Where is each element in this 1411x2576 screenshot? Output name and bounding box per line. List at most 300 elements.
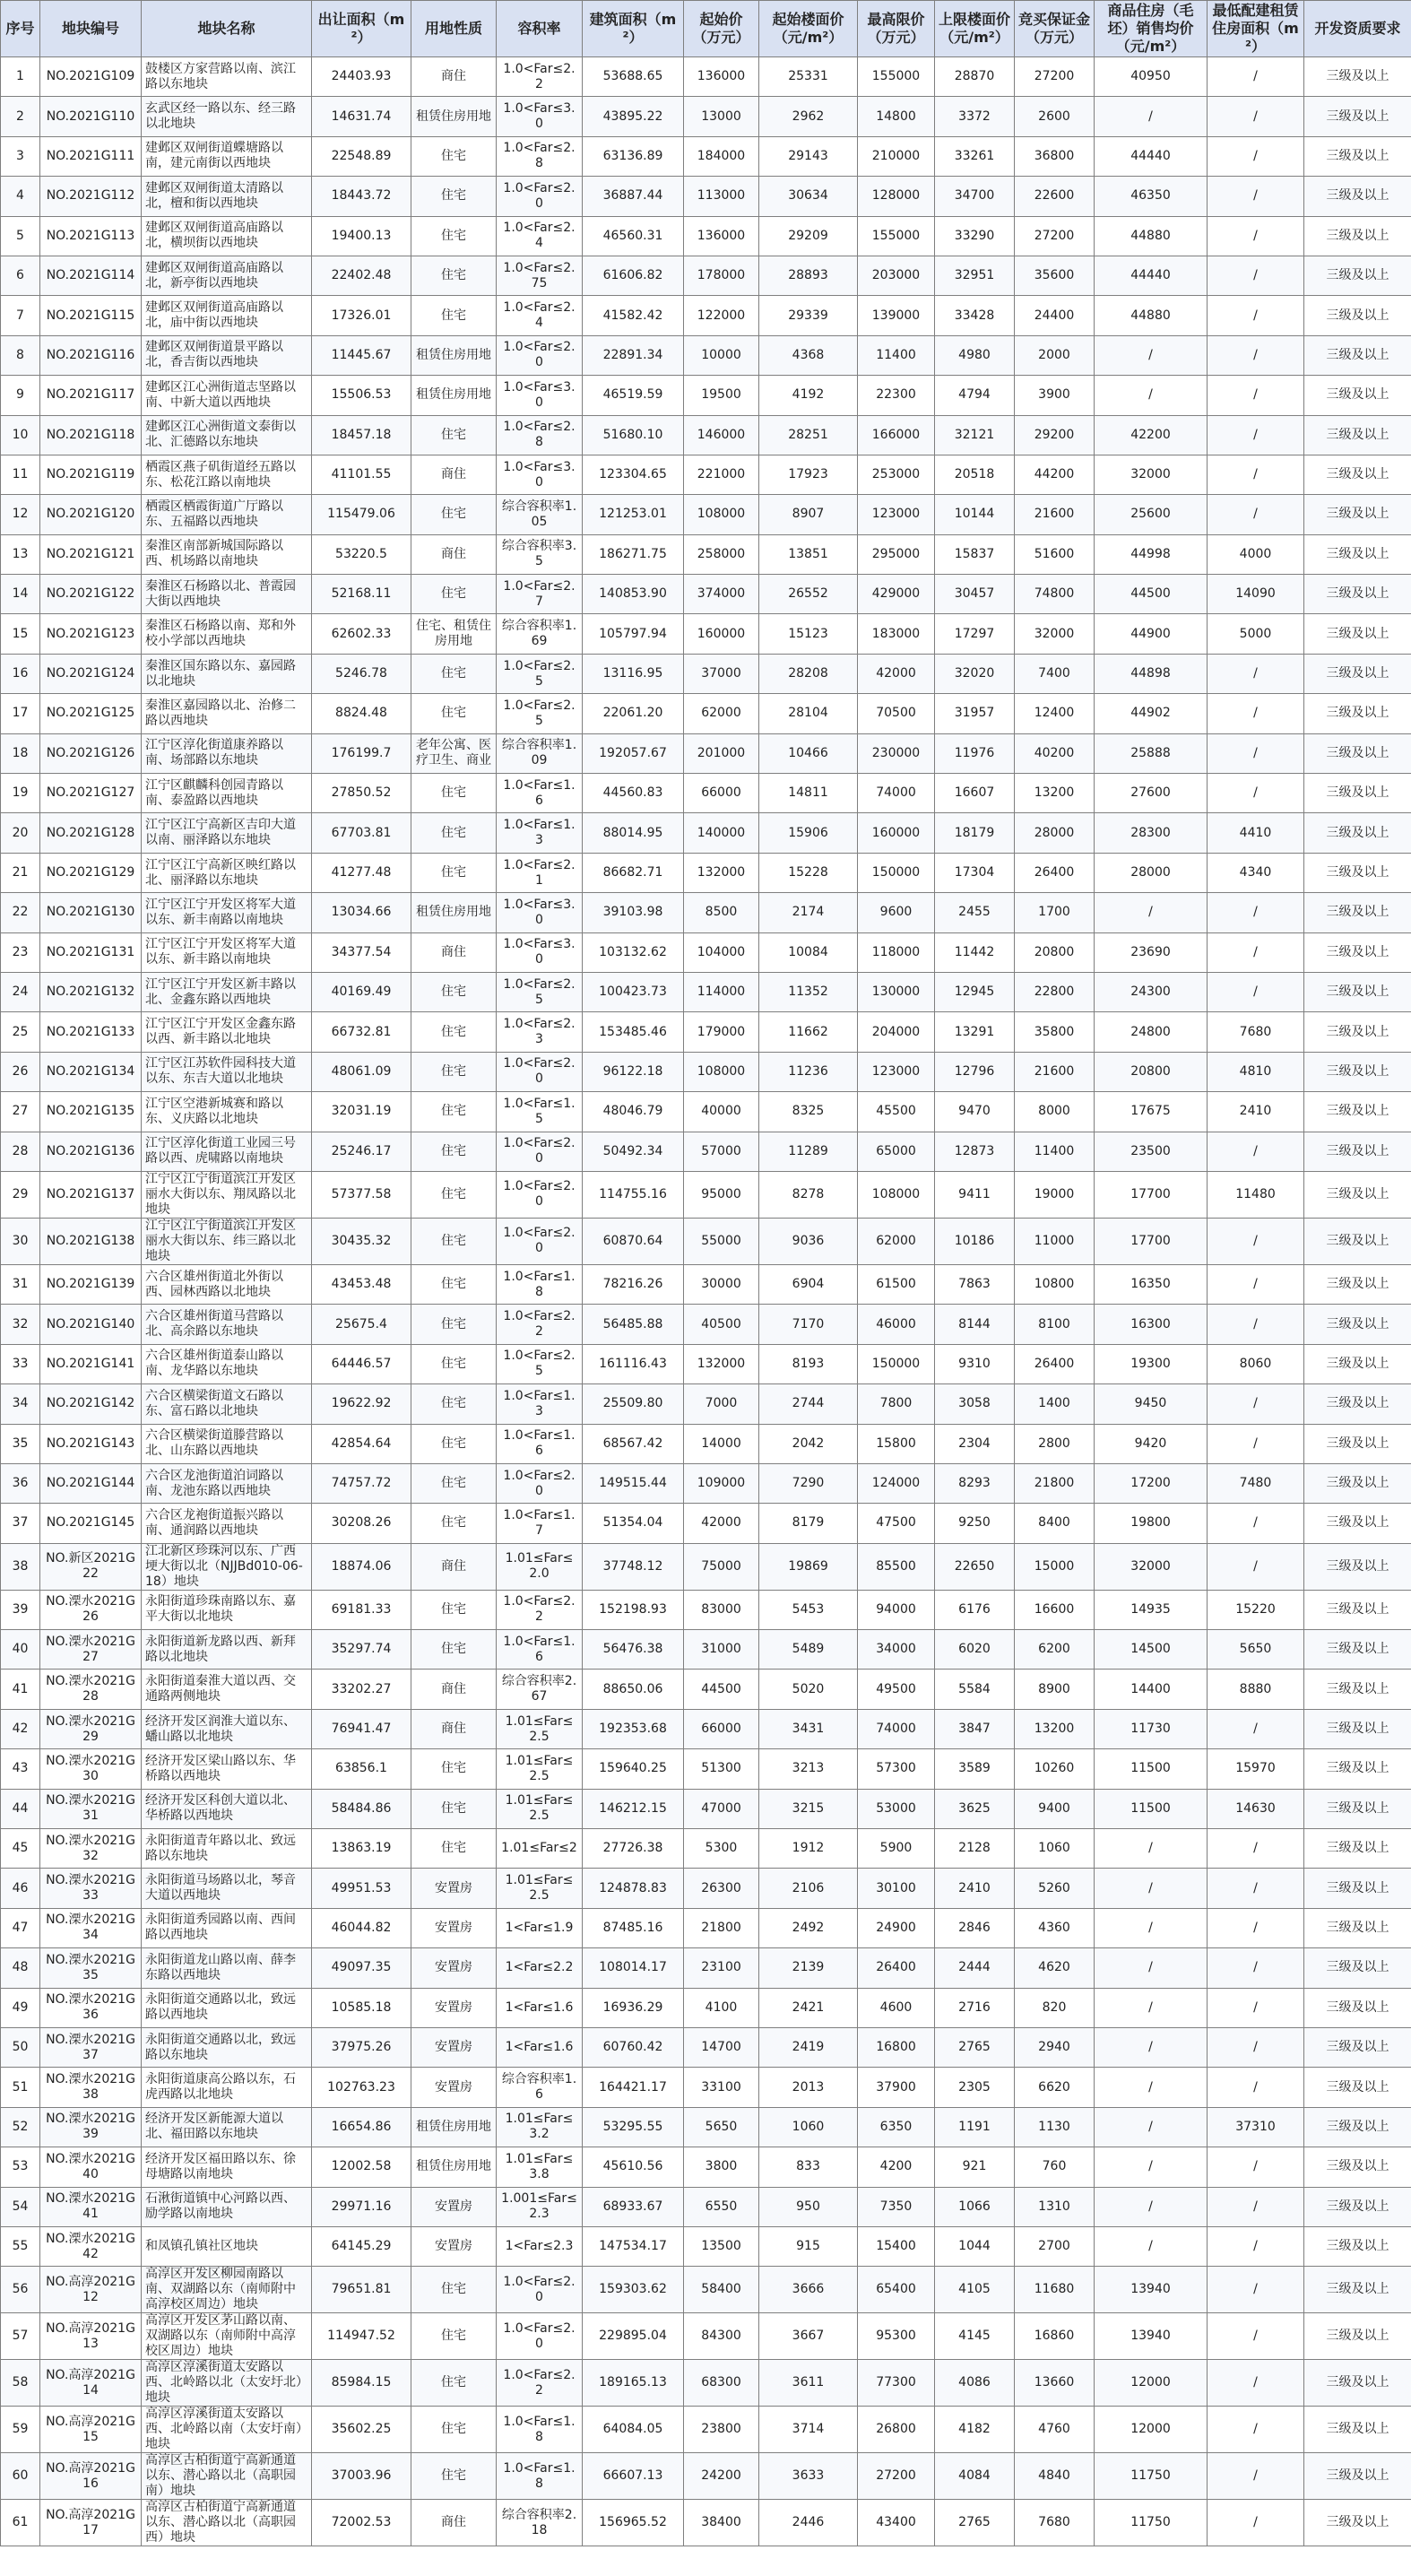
cell-rental-housing-area: /	[1208, 2027, 1304, 2067]
cell-bid-deposit: 13200	[1015, 1709, 1095, 1748]
cell-bid-deposit: 26400	[1015, 853, 1095, 892]
cell-rental-housing-area: 4410	[1208, 813, 1304, 853]
cell-max-price: 4600	[858, 1988, 935, 2027]
cell-parcel-id: NO.2021G137	[40, 1171, 142, 1218]
cell-row-number: 54	[1, 2187, 40, 2226]
cell-starting-price: 58400	[684, 2267, 759, 2313]
cell-starting-floor-price: 2419	[759, 2027, 858, 2067]
cell-row-number: 59	[1, 2407, 40, 2453]
cell-land-use: 住宅	[411, 2453, 497, 2500]
column-header-bid-deposit: 竞买保证金（万元）	[1015, 1, 1095, 57]
cell-qualification: 三级及以上	[1304, 654, 1411, 693]
cell-housing-avg-price: 11750	[1095, 2453, 1208, 2500]
cell-parcel-id: NO.2021G129	[40, 853, 142, 892]
cell-transfer-area: 13034.66	[312, 893, 411, 932]
cell-transfer-area: 42854.64	[312, 1424, 411, 1463]
cell-qualification: 三级及以上	[1304, 774, 1411, 813]
cell-max-floor-price: 2716	[935, 1988, 1015, 2027]
cell-row-number: 39	[1, 1590, 40, 1629]
cell-transfer-area: 64446.57	[312, 1344, 411, 1383]
cell-parcel-id: NO.溧水2021G38	[40, 2068, 142, 2107]
cell-parcel-name: 建邺区双闸街道高庙路以北，庙中街以西地块	[142, 296, 312, 335]
cell-housing-avg-price: 14400	[1095, 1670, 1208, 1709]
cell-row-number: 42	[1, 1709, 40, 1748]
cell-bid-deposit: 1060	[1015, 1829, 1095, 1869]
cell-transfer-area: 72002.53	[312, 2500, 411, 2546]
cell-parcel-name: 江宁区麒麟科创园青路以南、泰盈路以西地块	[142, 774, 312, 813]
cell-max-floor-price: 2455	[935, 893, 1015, 932]
table-row	[1, 1218, 1411, 1264]
cell-land-use: 住宅	[411, 1590, 497, 1629]
cell-parcel-name: 高淳区古柏街道宁高新通道以东、潜心路以北（高职园南）地块	[142, 2453, 312, 2500]
table-row	[1, 1869, 1411, 1908]
column-header-qualification: 开发资质要求	[1304, 1, 1411, 57]
cell-max-price: 124000	[858, 1463, 935, 1503]
table-row	[1, 1463, 1411, 1503]
cell-qualification: 三级及以上	[1304, 1344, 1411, 1383]
cell-housing-avg-price: 19800	[1095, 1504, 1208, 1543]
cell-bid-deposit: 4760	[1015, 2407, 1095, 2453]
cell-max-floor-price: 921	[935, 2147, 1015, 2187]
cell-rental-housing-area: /	[1208, 335, 1304, 375]
cell-parcel-name: 永阳街道马场路以北，琴音大道以西地块	[142, 1869, 312, 1908]
cell-land-use: 住宅	[411, 1264, 497, 1304]
cell-rental-housing-area: /	[1208, 733, 1304, 773]
cell-plot-ratio: 1.0<Far≤2.0	[497, 1218, 583, 1264]
cell-rental-housing-area: 11480	[1208, 1171, 1304, 1218]
cell-transfer-area: 41277.48	[312, 853, 411, 892]
table-row	[1, 1344, 1411, 1383]
cell-starting-floor-price: 17923	[759, 455, 858, 494]
cell-max-price: 85500	[858, 1543, 935, 1590]
cell-plot-ratio: 1.0<Far≤2.5	[497, 972, 583, 1011]
cell-row-number: 23	[1, 932, 40, 972]
table-row	[1, 1670, 1411, 1709]
cell-parcel-id: NO.2021G130	[40, 893, 142, 932]
cell-building-area: 96122.18	[583, 1052, 684, 1091]
table-row	[1, 2453, 1411, 2500]
cell-max-price: 123000	[858, 1052, 935, 1091]
cell-max-floor-price: 12945	[935, 972, 1015, 1011]
cell-max-floor-price: 6176	[935, 1590, 1015, 1629]
cell-land-use: 住宅	[411, 1171, 497, 1218]
cell-building-area: 56485.88	[583, 1305, 684, 1344]
cell-parcel-name: 永阳街道康高公路以东，石虎西路以北地块	[142, 2068, 312, 2107]
cell-qualification: 三级及以上	[1304, 495, 1411, 534]
cell-bid-deposit: 27200	[1015, 57, 1095, 97]
cell-starting-price: 30000	[684, 1264, 759, 1304]
cell-starting-floor-price: 1912	[759, 1829, 858, 1869]
cell-land-use: 住宅	[411, 1344, 497, 1383]
cell-max-price: 150000	[858, 853, 935, 892]
column-header-land-use: 用地性质	[411, 1, 497, 57]
cell-parcel-name: 永阳街道青年路以北、致远路以东地块	[142, 1829, 312, 1869]
cell-parcel-id: NO.2021G115	[40, 296, 142, 335]
cell-max-floor-price: 15837	[935, 534, 1015, 574]
cell-starting-floor-price: 3611	[759, 2360, 858, 2407]
cell-starting-floor-price: 28208	[759, 654, 858, 693]
cell-plot-ratio: 1.0<Far≤2.5	[497, 654, 583, 693]
cell-plot-ratio: 1.01≤Far≤3.2	[497, 2107, 583, 2147]
cell-max-price: 7800	[858, 1384, 935, 1424]
cell-plot-ratio: 1.0<Far≤2.0	[497, 335, 583, 375]
cell-qualification: 三级及以上	[1304, 1590, 1411, 1629]
cell-max-price: 9600	[858, 893, 935, 932]
cell-row-number: 9	[1, 376, 40, 415]
cell-row-number: 14	[1, 575, 40, 614]
cell-starting-floor-price: 7290	[759, 1463, 858, 1503]
cell-starting-floor-price: 7170	[759, 1305, 858, 1344]
cell-row-number: 58	[1, 2360, 40, 2407]
cell-land-use: 住宅	[411, 1052, 497, 1091]
cell-plot-ratio: 1.0<Far≤2.4	[497, 216, 583, 256]
cell-transfer-area: 29971.16	[312, 2187, 411, 2226]
cell-building-area: 51354.04	[583, 1504, 684, 1543]
cell-bid-deposit: 6620	[1015, 2068, 1095, 2107]
cell-qualification: 三级及以上	[1304, 575, 1411, 614]
cell-plot-ratio: 1.01≤Far≤3.8	[497, 2147, 583, 2187]
table-row	[1, 97, 1411, 136]
cell-row-number: 61	[1, 2500, 40, 2546]
cell-starting-floor-price: 3215	[759, 1789, 858, 1828]
cell-parcel-id: NO.溧水2021G42	[40, 2226, 142, 2266]
cell-bid-deposit: 5260	[1015, 1869, 1095, 1908]
cell-land-use: 住宅	[411, 774, 497, 813]
cell-parcel-name: 栖霞区栖霞街道广厅路以东、五福路以西地块	[142, 495, 312, 534]
cell-bid-deposit: 11000	[1015, 1218, 1095, 1264]
cell-building-area: 25509.80	[583, 1384, 684, 1424]
cell-row-number: 7	[1, 296, 40, 335]
cell-building-area: 114755.16	[583, 1171, 684, 1218]
cell-plot-ratio: 1.0<Far≤1.7	[497, 1504, 583, 1543]
cell-housing-avg-price: 32000	[1095, 455, 1208, 494]
cell-bid-deposit: 16600	[1015, 1590, 1095, 1629]
cell-qualification: 三级及以上	[1304, 972, 1411, 1011]
cell-starting-floor-price: 6904	[759, 1264, 858, 1304]
cell-parcel-id: NO.2021G142	[40, 1384, 142, 1424]
cell-building-area: 186271.75	[583, 534, 684, 574]
cell-starting-price: 40000	[684, 1092, 759, 1132]
table-row	[1, 694, 1411, 733]
cell-qualification: 三级及以上	[1304, 534, 1411, 574]
cell-parcel-name: 六合区雄州街道泰山路以南、龙华路以东地块	[142, 1344, 312, 1383]
cell-land-use: 住宅	[411, 1630, 497, 1670]
cell-transfer-area: 49951.53	[312, 1869, 411, 1908]
cell-starting-floor-price: 15906	[759, 813, 858, 853]
cell-starting-floor-price: 2042	[759, 1424, 858, 1463]
cell-max-floor-price: 4182	[935, 2407, 1015, 2453]
table-row	[1, 972, 1411, 1011]
cell-housing-avg-price: /	[1095, 1948, 1208, 1988]
cell-housing-avg-price: /	[1095, 335, 1208, 375]
cell-building-area: 22891.34	[583, 335, 684, 375]
table-row	[1, 2313, 1411, 2360]
cell-qualification: 三级及以上	[1304, 813, 1411, 853]
cell-plot-ratio: 1<Far≤2.3	[497, 2226, 583, 2266]
cell-qualification: 三级及以上	[1304, 1908, 1411, 1947]
cell-starting-floor-price: 2013	[759, 2068, 858, 2107]
cell-rental-housing-area: 7680	[1208, 1012, 1304, 1052]
cell-housing-avg-price: 44898	[1095, 654, 1208, 693]
cell-housing-avg-price: /	[1095, 376, 1208, 415]
cell-starting-floor-price: 2446	[759, 2500, 858, 2546]
cell-max-price: 70500	[858, 694, 935, 733]
cell-max-floor-price: 4980	[935, 335, 1015, 375]
cell-parcel-name: 石湫街道镇中心河路以西、励学路以南地块	[142, 2187, 312, 2226]
cell-housing-avg-price: /	[1095, 97, 1208, 136]
cell-building-area: 189165.13	[583, 2360, 684, 2407]
cell-starting-price: 136000	[684, 216, 759, 256]
cell-transfer-area: 19622.92	[312, 1384, 411, 1424]
cell-row-number: 31	[1, 1264, 40, 1304]
cell-plot-ratio: 1.0<Far≤2.5	[497, 1344, 583, 1383]
cell-qualification: 三级及以上	[1304, 1463, 1411, 1503]
column-header-plot-ratio: 容积率	[497, 1, 583, 57]
cell-housing-avg-price: 44998	[1095, 534, 1208, 574]
cell-plot-ratio: 1.0<Far≤2.3	[497, 1012, 583, 1052]
cell-qualification: 三级及以上	[1304, 2107, 1411, 2147]
column-header-building-area: 建筑面积（m²）	[583, 1, 684, 57]
cell-max-price: 26400	[858, 1948, 935, 1988]
cell-rental-housing-area: /	[1208, 376, 1304, 415]
table-row	[1, 813, 1411, 853]
cell-parcel-name: 永阳街道新龙路以西、新拜路以北地块	[142, 1630, 312, 1670]
cell-parcel-id: NO.2021G123	[40, 614, 142, 654]
cell-transfer-area: 37975.26	[312, 2027, 411, 2067]
cell-starting-price: 140000	[684, 813, 759, 853]
cell-parcel-name: 秦淮区石杨路以北、普霞园大街以西地块	[142, 575, 312, 614]
cell-starting-price: 136000	[684, 57, 759, 97]
cell-qualification: 三级及以上	[1304, 2313, 1411, 2360]
cell-parcel-name: 建邺区双闸街道高庙路以北，横坝街以西地块	[142, 216, 312, 256]
cell-row-number: 47	[1, 1908, 40, 1947]
cell-housing-avg-price: 23690	[1095, 932, 1208, 972]
cell-max-price: 22300	[858, 376, 935, 415]
cell-row-number: 55	[1, 2226, 40, 2266]
cell-parcel-id: NO.2021G141	[40, 1344, 142, 1383]
cell-transfer-area: 46044.82	[312, 1908, 411, 1947]
cell-starting-floor-price: 2962	[759, 97, 858, 136]
cell-rental-housing-area: 5000	[1208, 614, 1304, 654]
cell-qualification: 三级及以上	[1304, 733, 1411, 773]
cell-plot-ratio: 1.0<Far≤1.3	[497, 1384, 583, 1424]
cell-max-price: 150000	[858, 1344, 935, 1383]
cell-rental-housing-area: /	[1208, 1384, 1304, 1424]
cell-qualification: 三级及以上	[1304, 296, 1411, 335]
cell-row-number: 30	[1, 1218, 40, 1264]
cell-land-use: 住宅	[411, 1092, 497, 1132]
cell-bid-deposit: 4840	[1015, 2453, 1095, 2500]
cell-max-floor-price: 10186	[935, 1218, 1015, 1264]
cell-starting-price: 23100	[684, 1948, 759, 1988]
cell-bid-deposit: 760	[1015, 2147, 1095, 2187]
cell-housing-avg-price: 28300	[1095, 813, 1208, 853]
cell-housing-avg-price: 44880	[1095, 296, 1208, 335]
cell-land-use: 住宅	[411, 1463, 497, 1503]
cell-parcel-name: 江宁区空港新城赛和路以东、义庆路以北地块	[142, 1092, 312, 1132]
cell-parcel-id: NO.2021G112	[40, 177, 142, 216]
table-row	[1, 1709, 1411, 1748]
cell-qualification: 三级及以上	[1304, 1052, 1411, 1091]
cell-plot-ratio: 综合容积率1.05	[497, 495, 583, 534]
cell-parcel-id: NO.高淳2021G14	[40, 2360, 142, 2407]
cell-starting-floor-price: 11352	[759, 972, 858, 1011]
cell-land-use: 住宅	[411, 1384, 497, 1424]
cell-housing-avg-price: 24800	[1095, 1012, 1208, 1052]
cell-parcel-name: 江宁区淳化街道工业园三号路以西、虎啸路以南地块	[142, 1132, 312, 1171]
cell-building-area: 88650.06	[583, 1670, 684, 1709]
cell-parcel-id: NO.2021G128	[40, 813, 142, 853]
cell-land-use: 住宅、租赁住房用地	[411, 614, 497, 654]
cell-max-floor-price: 6020	[935, 1630, 1015, 1670]
cell-qualification: 三级及以上	[1304, 256, 1411, 295]
cell-parcel-name: 江宁区江宁开发区将军大道以东、新丰南路以南地块	[142, 893, 312, 932]
cell-rental-housing-area: /	[1208, 2407, 1304, 2453]
cell-starting-floor-price: 2106	[759, 1869, 858, 1908]
cell-qualification: 三级及以上	[1304, 1504, 1411, 1543]
cell-starting-floor-price: 19869	[759, 1543, 858, 1590]
cell-starting-floor-price: 9036	[759, 1218, 858, 1264]
cell-plot-ratio: 1.001≤Far≤2.3	[497, 2187, 583, 2226]
cell-parcel-name: 六合区龙池街道泊词路以南、龙池东路以西地块	[142, 1463, 312, 1503]
cell-starting-price: 26300	[684, 1869, 759, 1908]
cell-plot-ratio: 1.0<Far≤3.0	[497, 932, 583, 972]
cell-plot-ratio: 1.01≤Far≤2.0	[497, 1543, 583, 1590]
cell-max-floor-price: 12873	[935, 1132, 1015, 1171]
cell-building-area: 156965.52	[583, 2500, 684, 2546]
cell-land-use: 住宅	[411, 2267, 497, 2313]
cell-qualification: 三级及以上	[1304, 2500, 1411, 2546]
cell-rental-housing-area: /	[1208, 1218, 1304, 1264]
table-row	[1, 1171, 1411, 1218]
cell-max-floor-price: 11442	[935, 932, 1015, 972]
cell-building-area: 149515.44	[583, 1463, 684, 1503]
cell-transfer-area: 12002.58	[312, 2147, 411, 2187]
cell-parcel-name: 秦淮区嘉园路以北、治修二路以西地块	[142, 694, 312, 733]
table-row	[1, 216, 1411, 256]
cell-starting-price: 374000	[684, 575, 759, 614]
cell-building-area: 68933.67	[583, 2187, 684, 2226]
cell-parcel-name: 六合区龙袍街道振兴路以南、通润路以西地块	[142, 1504, 312, 1543]
cell-rental-housing-area: /	[1208, 1948, 1304, 1988]
cell-building-area: 39103.98	[583, 893, 684, 932]
cell-housing-avg-price: 44900	[1095, 614, 1208, 654]
cell-transfer-area: 24403.93	[312, 57, 411, 97]
cell-row-number: 3	[1, 136, 40, 176]
cell-starting-floor-price: 15228	[759, 853, 858, 892]
cell-rental-housing-area: /	[1208, 296, 1304, 335]
cell-bid-deposit: 28000	[1015, 813, 1095, 853]
table-row	[1, 1264, 1411, 1304]
cell-max-floor-price: 2410	[935, 1869, 1015, 1908]
cell-parcel-name: 高淳区开发区柳园南路以南、双湖路以东（南师附中高淳校区周边）地块	[142, 2267, 312, 2313]
cell-starting-price: 38400	[684, 2500, 759, 2546]
cell-row-number: 33	[1, 1344, 40, 1383]
cell-starting-price: 4100	[684, 1988, 759, 2027]
cell-parcel-id: NO.2021G122	[40, 575, 142, 614]
cell-transfer-area: 22548.89	[312, 136, 411, 176]
cell-max-price: 295000	[858, 534, 935, 574]
cell-building-area: 78216.26	[583, 1264, 684, 1304]
cell-parcel-id: NO.2021G145	[40, 1504, 142, 1543]
cell-plot-ratio: 1.01≤Far≤2.5	[497, 1709, 583, 1748]
cell-parcel-id: NO.溧水2021G35	[40, 1948, 142, 1988]
cell-building-area: 13116.95	[583, 654, 684, 693]
cell-qualification: 三级及以上	[1304, 1264, 1411, 1304]
cell-bid-deposit: 24400	[1015, 296, 1095, 335]
cell-starting-price: 14700	[684, 2027, 759, 2067]
cell-bid-deposit: 20800	[1015, 932, 1095, 972]
cell-bid-deposit: 2800	[1015, 1424, 1095, 1463]
cell-plot-ratio: 1.0<Far≤2.2	[497, 57, 583, 97]
cell-parcel-name: 永阳街道珍珠南路以东、嘉平大街以北地块	[142, 1590, 312, 1629]
cell-max-floor-price: 13291	[935, 1012, 1015, 1052]
cell-starting-floor-price: 15123	[759, 614, 858, 654]
cell-starting-price: 75000	[684, 1543, 759, 1590]
cell-transfer-area: 76941.47	[312, 1709, 411, 1748]
cell-row-number: 8	[1, 335, 40, 375]
cell-building-area: 105797.94	[583, 614, 684, 654]
cell-housing-avg-price: /	[1095, 2147, 1208, 2187]
cell-starting-floor-price: 8325	[759, 1092, 858, 1132]
cell-parcel-id: NO.溧水2021G36	[40, 1988, 142, 2027]
cell-rental-housing-area: 5650	[1208, 1630, 1304, 1670]
cell-parcel-name: 江宁区江宁高新区映红路以北、丽泽路以东地块	[142, 853, 312, 892]
cell-bid-deposit: 74800	[1015, 575, 1095, 614]
cell-land-use: 租赁住房用地	[411, 376, 497, 415]
cell-land-use: 老年公寓、医疗卫生、商业	[411, 733, 497, 773]
cell-parcel-name: 建邺区双闸街道景平路以北，香吉街以西地块	[142, 335, 312, 375]
cell-row-number: 18	[1, 733, 40, 773]
cell-rental-housing-area: /	[1208, 2187, 1304, 2226]
cell-parcel-id: NO.2021G135	[40, 1092, 142, 1132]
cell-row-number: 13	[1, 534, 40, 574]
cell-qualification: 三级及以上	[1304, 1630, 1411, 1670]
cell-plot-ratio: 1.0<Far≤1.8	[497, 1264, 583, 1304]
cell-transfer-area: 5246.78	[312, 654, 411, 693]
cell-parcel-name: 永阳街道交通路以北，致远路以西地块	[142, 1988, 312, 2027]
cell-rental-housing-area: /	[1208, 1264, 1304, 1304]
cell-parcel-id: NO.溧水2021G30	[40, 1749, 142, 1789]
cell-row-number: 15	[1, 614, 40, 654]
cell-starting-floor-price: 3666	[759, 2267, 858, 2313]
cell-bid-deposit: 27200	[1015, 216, 1095, 256]
cell-starting-floor-price: 8278	[759, 1171, 858, 1218]
cell-bid-deposit: 12400	[1015, 694, 1095, 733]
cell-transfer-area: 41101.55	[312, 455, 411, 494]
cell-building-area: 229895.04	[583, 2313, 684, 2360]
cell-rental-housing-area: 8060	[1208, 1344, 1304, 1383]
cell-qualification: 三级及以上	[1304, 1092, 1411, 1132]
cell-rental-housing-area: /	[1208, 136, 1304, 176]
table-row	[1, 1749, 1411, 1789]
cell-rental-housing-area: /	[1208, 893, 1304, 932]
table-row	[1, 2107, 1411, 2147]
cell-plot-ratio: 1.0<Far≤2.75	[497, 256, 583, 295]
cell-bid-deposit: 4620	[1015, 1948, 1095, 1988]
cell-housing-avg-price: 12000	[1095, 2407, 1208, 2453]
table-row	[1, 455, 1411, 494]
cell-starting-price: 51300	[684, 1749, 759, 1789]
cell-starting-price: 8500	[684, 893, 759, 932]
cell-transfer-area: 11445.67	[312, 335, 411, 375]
cell-qualification: 三级及以上	[1304, 1670, 1411, 1709]
cell-starting-floor-price: 2421	[759, 1988, 858, 2027]
cell-starting-price: 23800	[684, 2407, 759, 2453]
cell-plot-ratio: 1.0<Far≤1.5	[497, 1092, 583, 1132]
cell-max-floor-price: 18179	[935, 813, 1015, 853]
table-row	[1, 415, 1411, 455]
